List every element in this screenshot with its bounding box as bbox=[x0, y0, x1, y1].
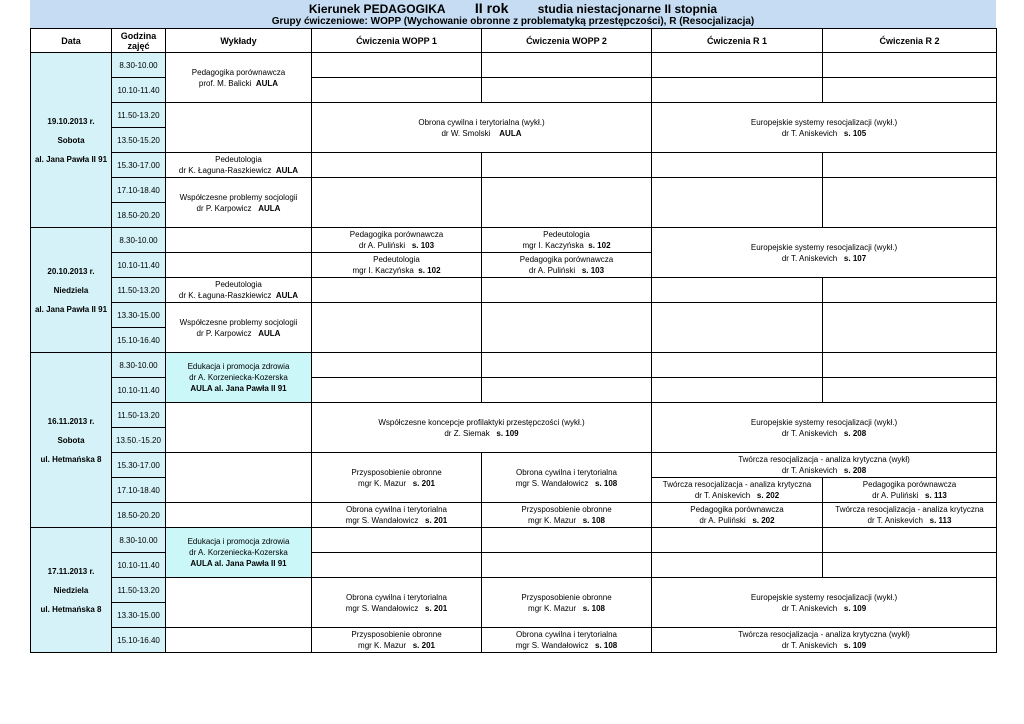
time-slot: 10.10-11.40 bbox=[112, 253, 166, 278]
teacher: mgr K. Mazur bbox=[358, 478, 407, 488]
empty-cell bbox=[482, 353, 652, 378]
teacher: dr A. Korzeniecka-Kozerska bbox=[189, 548, 288, 557]
class-cell bbox=[482, 228, 652, 253]
day-location: ul. Hetmańska 8 bbox=[40, 604, 102, 614]
table-row bbox=[31, 303, 997, 328]
date-cell bbox=[31, 228, 112, 353]
room: AULA bbox=[258, 203, 281, 213]
day-date: 20.10.2013 r. bbox=[47, 266, 95, 276]
room: s. 102 bbox=[588, 241, 611, 250]
empty-cell bbox=[482, 153, 652, 178]
time-slot: 13.50-15.20 bbox=[112, 128, 166, 153]
table-row bbox=[31, 503, 997, 528]
col-header-r2: Ćwiczenia R 2 bbox=[823, 29, 997, 53]
empty-cell bbox=[166, 578, 312, 628]
time-slot: 8.30-10.00 bbox=[112, 528, 166, 553]
empty-cell bbox=[166, 253, 312, 278]
empty-cell bbox=[652, 278, 823, 303]
room: s. 113 bbox=[925, 491, 947, 500]
empty-cell bbox=[312, 178, 482, 228]
date-cell bbox=[31, 53, 112, 228]
class-cell bbox=[482, 628, 652, 653]
class-cell bbox=[823, 503, 997, 528]
time-slot: 15.10-16.40 bbox=[112, 628, 166, 653]
empty-cell bbox=[652, 53, 823, 78]
col-header-r1: Ćwiczenia R 1 bbox=[652, 29, 823, 53]
table-row bbox=[31, 103, 997, 128]
class-title: Europejskie systemy resocjalizacji (wykł.) bbox=[750, 242, 898, 252]
class-title: Obrona cywilna i terytorialna bbox=[516, 630, 617, 639]
time-slot: 11.50-13.20 bbox=[112, 403, 166, 428]
lecture-cell bbox=[166, 303, 312, 353]
empty-cell bbox=[166, 503, 312, 528]
class-cell bbox=[312, 578, 482, 628]
time-slot: 18.50-20.20 bbox=[112, 503, 166, 528]
class-title: Twórcza resocjalizacja - analiza krytyczna (wykł) bbox=[738, 630, 910, 639]
room: s. 201 bbox=[425, 516, 448, 525]
room: s. 208 bbox=[843, 428, 867, 438]
empty-cell bbox=[166, 228, 312, 253]
empty-cell bbox=[823, 278, 997, 303]
class-cell bbox=[652, 628, 997, 653]
class-title: Przysposobienie obronne bbox=[351, 467, 442, 477]
time-slot: 11.50-13.20 bbox=[112, 578, 166, 603]
room: AULA bbox=[275, 166, 299, 175]
empty-cell bbox=[312, 53, 482, 78]
room: s. 201 bbox=[425, 603, 448, 613]
empty-cell bbox=[166, 103, 312, 153]
class-title: Pedagogika porównawcza bbox=[519, 255, 614, 264]
lecture-cell bbox=[166, 278, 312, 303]
class-cell bbox=[823, 478, 997, 503]
teacher: mgr S. Wandałowicz bbox=[345, 516, 419, 525]
class-title: Obrona cywilna i terytorialna (wykł.) bbox=[418, 117, 545, 127]
room: s. 102 bbox=[418, 266, 441, 275]
lecture-cell bbox=[166, 528, 312, 578]
class-cell bbox=[482, 253, 652, 278]
class-title: Pedeutologia bbox=[215, 280, 262, 289]
time-slot: 13.30-15.00 bbox=[112, 603, 166, 628]
room: s. 103 bbox=[581, 266, 605, 275]
teacher: dr W. Smolski bbox=[441, 128, 491, 138]
teacher: dr A. Puliński bbox=[699, 516, 746, 525]
empty-cell bbox=[652, 353, 823, 378]
day-weekday: Niedziela bbox=[53, 585, 89, 595]
teacher: mgr K. Mazur bbox=[528, 603, 577, 613]
empty-cell bbox=[652, 78, 823, 103]
room: s. 109 bbox=[843, 603, 867, 613]
table-row bbox=[31, 403, 997, 428]
time-slot: 8.30-10.00 bbox=[112, 53, 166, 78]
empty-cell bbox=[482, 178, 652, 228]
empty-cell bbox=[482, 378, 652, 403]
class-cell bbox=[482, 503, 652, 528]
class-title: Edukacja i promocja zdrowia bbox=[187, 362, 290, 371]
time-slot: 11.50-13.20 bbox=[112, 103, 166, 128]
day-location: ul. Hetmańska 8 bbox=[40, 454, 102, 464]
teacher: mgr K. Mazur bbox=[528, 516, 577, 525]
teacher: dr T. Aniskevich bbox=[694, 491, 751, 500]
teacher: dr T. Aniskevich bbox=[781, 641, 838, 650]
empty-cell bbox=[652, 378, 823, 403]
table-row bbox=[31, 178, 997, 203]
date-cell bbox=[31, 353, 112, 528]
room: s. 113 bbox=[929, 516, 952, 525]
teacher: dr T. Aniskevich bbox=[781, 128, 838, 138]
teacher: dr T. Aniskevich bbox=[781, 466, 838, 475]
col-header-date: Data bbox=[31, 29, 112, 53]
day-date: 17.11.2013 r. bbox=[47, 566, 95, 576]
class-title: Współczesne koncepcje profilaktyki przestępczości (wykł.) bbox=[378, 417, 585, 427]
empty-cell bbox=[823, 153, 997, 178]
table-row bbox=[31, 628, 997, 653]
class-title: Współczesne problemy socjologii bbox=[179, 192, 298, 202]
room: AULA bbox=[258, 328, 281, 338]
date-cell bbox=[31, 528, 112, 653]
lecture-cell bbox=[166, 178, 312, 228]
empty-cell bbox=[482, 278, 652, 303]
table-row bbox=[31, 578, 997, 603]
empty-cell bbox=[652, 303, 823, 353]
col-header-wopp2: Ćwiczenia WOPP 2 bbox=[482, 29, 652, 53]
teacher: dr T. Aniskevich bbox=[867, 516, 923, 525]
teacher: dr P. Karpowicz bbox=[196, 328, 252, 338]
empty-cell bbox=[312, 528, 482, 553]
class-title: Przysposobienie obronne bbox=[351, 630, 442, 639]
class-title: Europejskie systemy resocjalizacji (wykł.) bbox=[750, 117, 898, 127]
class-cell bbox=[482, 453, 652, 503]
empty-cell bbox=[312, 78, 482, 103]
day-weekday: Sobota bbox=[57, 435, 85, 445]
teacher: dr A. Puliński bbox=[872, 491, 919, 500]
day-location: al. Jana Pawła II 91 bbox=[34, 154, 108, 164]
time-slot: 17.10-18.40 bbox=[112, 178, 166, 203]
table-row bbox=[31, 228, 997, 253]
empty-cell bbox=[823, 178, 997, 228]
table-row bbox=[31, 353, 997, 378]
teacher: mgr S. Wandałowicz bbox=[515, 641, 589, 650]
empty-cell bbox=[312, 553, 482, 578]
class-cell bbox=[652, 478, 823, 503]
teacher: mgr I. Kaczyńska bbox=[522, 241, 584, 250]
time-slot: 15.30-17.00 bbox=[112, 453, 166, 478]
teacher: prof. M. Balicki bbox=[198, 78, 252, 88]
room: s. 109 bbox=[496, 428, 519, 438]
class-title: Pedagogika porównawcza bbox=[862, 480, 957, 489]
year-label: II rok bbox=[474, 0, 509, 16]
room: s. 103 bbox=[411, 241, 435, 250]
class-title: Pedagogika porównawcza bbox=[690, 505, 784, 514]
empty-cell bbox=[482, 303, 652, 353]
room: s. 108 bbox=[595, 478, 618, 488]
time-slot: 13.30-15.00 bbox=[112, 303, 166, 328]
empty-cell bbox=[482, 553, 652, 578]
room: s. 108 bbox=[582, 516, 605, 525]
empty-cell bbox=[652, 528, 823, 553]
schedule-title bbox=[30, 0, 996, 16]
class-title: Twórcza resocjalizacja - analiza krytyczna (wykł) bbox=[738, 455, 910, 464]
table-row bbox=[31, 528, 997, 553]
room: s. 108 bbox=[595, 641, 618, 650]
empty-cell bbox=[312, 278, 482, 303]
room: s. 107 bbox=[843, 253, 867, 263]
table-row bbox=[31, 153, 997, 178]
empty-cell bbox=[312, 153, 482, 178]
room: s. 208 bbox=[843, 466, 867, 475]
lecture-cell bbox=[166, 353, 312, 403]
time-slot: 13.50.-15.20 bbox=[112, 428, 166, 453]
class-title: Pedeutologia bbox=[373, 255, 420, 264]
time-slot: 10.10-11.40 bbox=[112, 78, 166, 103]
class-title: Obrona cywilna i terytorialna bbox=[516, 467, 617, 477]
class-cell bbox=[312, 403, 652, 453]
empty-cell bbox=[823, 303, 997, 353]
room: s. 105 bbox=[843, 128, 867, 138]
room: s. 109 bbox=[843, 641, 867, 650]
table-row bbox=[31, 278, 997, 303]
class-cell bbox=[652, 228, 997, 278]
table-row bbox=[31, 453, 997, 478]
col-header-lectures: Wykłady bbox=[166, 29, 312, 53]
table-header-row bbox=[31, 29, 997, 53]
class-cell bbox=[652, 503, 823, 528]
room: s. 202 bbox=[756, 491, 780, 500]
day-weekday: Sobota bbox=[57, 135, 85, 145]
class-title: Współczesne problemy socjologii bbox=[179, 317, 298, 327]
room: s. 201 bbox=[412, 478, 435, 488]
col-header-wopp1: Ćwiczenia WOPP 1 bbox=[312, 29, 482, 53]
day-location: al. Jana Pawła II 91 bbox=[34, 304, 108, 314]
empty-cell bbox=[312, 303, 482, 353]
col-header-time: Godzina zajęć bbox=[112, 29, 166, 53]
time-slot: 15.10-16.40 bbox=[112, 328, 166, 353]
lecture-cell bbox=[166, 153, 312, 178]
room: s. 202 bbox=[752, 516, 775, 525]
time-slot: 15.30-17.00 bbox=[112, 153, 166, 178]
day-date: 19.10.2013 r. bbox=[47, 116, 95, 126]
class-title: Twórcza resocjalizacja - analiza krytyczna bbox=[662, 480, 812, 489]
class-cell bbox=[312, 503, 482, 528]
teacher: dr A. Puliński bbox=[528, 266, 576, 275]
table-row bbox=[31, 53, 997, 78]
class-title: Pedagogika porównawcza bbox=[191, 67, 286, 77]
empty-cell bbox=[312, 378, 482, 403]
class-title: Przysposobienie obronne bbox=[521, 592, 612, 602]
department-title: Kierunek PEDAGOGIKA bbox=[308, 2, 446, 16]
schedule-table bbox=[30, 28, 997, 653]
teacher: dr K. Łaguna-Raszkiewicz bbox=[178, 166, 272, 175]
study-mode: studia niestacjonarne II stopnia bbox=[537, 2, 718, 16]
class-title: Edukacja i promocja zdrowia bbox=[187, 537, 290, 546]
teacher: dr A. Korzeniecka-Kozerska bbox=[189, 373, 288, 382]
teacher: dr A. Puliński bbox=[358, 241, 406, 250]
teacher: dr P. Karpowicz bbox=[196, 203, 252, 213]
empty-cell bbox=[312, 353, 482, 378]
room: AULA al. Jana Pawła II 91 bbox=[190, 559, 287, 568]
teacher: dr Z. Siemak bbox=[444, 428, 490, 438]
class-title: Obrona cywilna i terytorialna bbox=[346, 505, 447, 514]
class-cell bbox=[482, 578, 652, 628]
empty-cell bbox=[482, 78, 652, 103]
time-slot: 11.50-13.20 bbox=[112, 278, 166, 303]
room: s. 108 bbox=[582, 603, 605, 613]
class-cell bbox=[652, 578, 997, 628]
teacher: mgr K. Mazur bbox=[358, 641, 407, 650]
class-cell bbox=[312, 228, 482, 253]
empty-cell bbox=[652, 178, 823, 228]
room: AULA al. Jana Pawła II 91 bbox=[190, 384, 287, 393]
class-title: Pedagogika porównawcza bbox=[349, 230, 444, 239]
teacher: mgr S. Wandałowicz bbox=[515, 478, 589, 488]
empty-cell bbox=[166, 403, 312, 453]
day-weekday: Niedziela bbox=[53, 285, 89, 295]
time-slot: 10.10-11.40 bbox=[112, 553, 166, 578]
teacher: dr T. Aniskevich bbox=[781, 603, 838, 613]
teacher: mgr I. Kaczyńska bbox=[352, 266, 414, 275]
class-title: Europejskie systemy resocjalizacji (wykł.) bbox=[750, 417, 898, 427]
empty-cell bbox=[823, 53, 997, 78]
class-cell bbox=[312, 628, 482, 653]
time-slot: 18.50-20.20 bbox=[112, 203, 166, 228]
class-title: Pedeutologia bbox=[543, 230, 590, 239]
time-slot: 17.10-18.40 bbox=[112, 478, 166, 503]
time-slot: 8.30-10.00 bbox=[112, 228, 166, 253]
empty-cell bbox=[652, 153, 823, 178]
teacher: dr T. Aniskevich bbox=[781, 253, 838, 263]
class-cell bbox=[652, 103, 997, 153]
class-cell bbox=[312, 103, 652, 153]
empty-cell bbox=[823, 353, 997, 378]
room: AULA bbox=[255, 78, 279, 88]
class-title: Europejskie systemy resocjalizacji (wykł.) bbox=[750, 592, 898, 602]
empty-cell bbox=[166, 628, 312, 653]
day-date: 16.11.2013 r. bbox=[47, 416, 95, 426]
class-cell bbox=[652, 453, 997, 478]
teacher: dr K. Łaguna-Raszkiewicz bbox=[178, 291, 272, 300]
class-title: Twórcza resocjalizacja - analiza krytyczna bbox=[835, 505, 984, 514]
teacher: mgr S. Wandałowicz bbox=[345, 603, 419, 613]
time-slot: 8.30-10.00 bbox=[112, 353, 166, 378]
teacher: dr T. Aniskevich bbox=[781, 428, 838, 438]
room: s. 201 bbox=[412, 641, 435, 650]
room: AULA bbox=[275, 291, 299, 300]
empty-cell bbox=[652, 553, 823, 578]
class-title: Obrona cywilna i terytorialna bbox=[346, 592, 447, 602]
groups-subtitle: Grupy ćwiczeniowe: WOPP (Wychowanie obronne z problematyką przestępczości), R (Resocjalizacja) bbox=[30, 16, 996, 28]
empty-cell bbox=[823, 528, 997, 553]
room: AULA bbox=[499, 128, 522, 138]
empty-cell bbox=[482, 53, 652, 78]
class-cell bbox=[652, 403, 997, 453]
empty-cell bbox=[823, 78, 997, 103]
empty-cell bbox=[823, 553, 997, 578]
class-cell bbox=[312, 253, 482, 278]
time-slot: 10.10-11.40 bbox=[112, 378, 166, 403]
class-title: Pedeutologia bbox=[215, 155, 262, 164]
class-cell bbox=[312, 453, 482, 503]
lecture-cell bbox=[166, 53, 312, 103]
empty-cell bbox=[482, 528, 652, 553]
class-title: Przysposobienie obronne bbox=[521, 505, 612, 514]
empty-cell bbox=[823, 378, 997, 403]
empty-cell bbox=[166, 453, 312, 503]
